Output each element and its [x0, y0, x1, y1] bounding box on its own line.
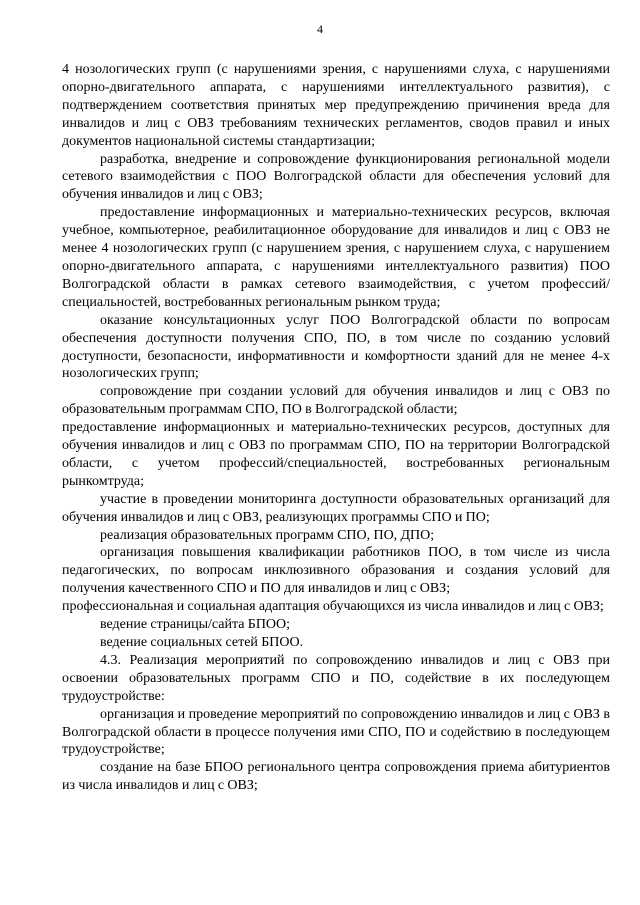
paragraph-website: ведение страницы/сайта БПОО;	[100, 617, 291, 633]
paragraph-section-4-3: 4.3. Реализация мероприятий по сопровождению инвалидов и лиц с ОВЗ при освоении образовательных программ СПО и ПО, содействие в их последующем трудоустройстве:	[62, 652, 610, 704]
document-body	[62, 61, 610, 795]
page-number: 4	[317, 22, 323, 36]
paragraph-consulting-services: оказание консультационных услуг ПОО Волгоградской области по вопросам обеспечения доступности получения СПО, ПО, в том числе по созданию условий доступности, безопасности, информативности и комфортности зданий для не менее 4-х нозологических групп;	[62, 312, 610, 382]
paragraph-network-model: разработка, внедрение и сопровождение функционирования региональной модели сетевого взаимодействия с ПОО Волгоградской области для обеспечения условий для обучения инвалидов и лиц с ОВЗ;	[62, 151, 610, 203]
paragraph-monitoring: участие в проведении мониторинга доступности образовательных организаций для обучения инвалидов и лиц с ОВЗ, реализующих программы СПО и ПО;	[62, 491, 610, 525]
paragraph-nosological-groups: 4 нозологических групп (с нарушениями зрения, с нарушениями слуха, с нарушениями опорно-двигательного аппарата, с нарушениями интеллектуального развития), с подтверждением соответствия принятых мер предупреждению причинения вреда для инвалидов и лиц с ОВЗ требованиям технических регламентов, сводов правил и иных документов национальной системы стандартизации;	[62, 62, 610, 149]
paragraph-information-resources: предоставление информационных и материально-технических ресурсов, доступных для обучения инвалидов и лиц с ОВЗ по программам СПО, ПО на территории Волгоградской области, с учетом профессий/специальностей, востребованных региональным рынкомтруда;	[62, 420, 610, 489]
paragraph-social-networks: ведение социальных сетей БПОО.	[100, 635, 304, 650]
paragraph-support-conditions: сопровождение при создании условий для обучения инвалидов и лиц с ОВЗ по образовательным программам СПО, ПО в Волгоградской области;	[62, 384, 610, 418]
paragraph-resources-equipment: предоставление информационных и материально-технических ресурсов, включая учебное, компьютерное, реабилитационное оборудование для инвалидов и лиц с ОВЗ не менее 4 нозологических групп (с нарушением зрения, с нарушением слуха, с нарушением опорно-двигательного аппарата, с нарушениями интеллектуального развития) ПОО Волгоградской области в рамках сетевого взаимодействия, с учетом профессий/специальностей, востребованных региональным рынком труда;	[62, 205, 610, 310]
paragraph-organization-events: организация и проведение мероприятий по сопровождению инвалидов и лиц с ОВЗ в Волгоградской области в процессе получения ими СПО, ПО и содействию в последующем трудоустройстве;	[62, 706, 610, 758]
paragraph-programs: реализация образовательных программ СПО, ПО, ДПО;	[100, 527, 435, 543]
paragraph-regional-center: создание на базе БПОО регионального центра сопровождения приема абитуриентов из числа инвалидов и лиц с ОВЗ;	[62, 760, 610, 794]
paragraph-adaptation: профессиональная и социальная адаптация обучающихся из числа инвалидов и лиц с ОВЗ;	[62, 599, 604, 615]
paragraph-qualification: организация повышения квалификации работников ПОО, в том числе из числа педагогических, по вопросам инклюзивного образования и создания условий для получения качественного СПО и ПО для инвалидов и лиц с ОВЗ;	[62, 545, 610, 597]
